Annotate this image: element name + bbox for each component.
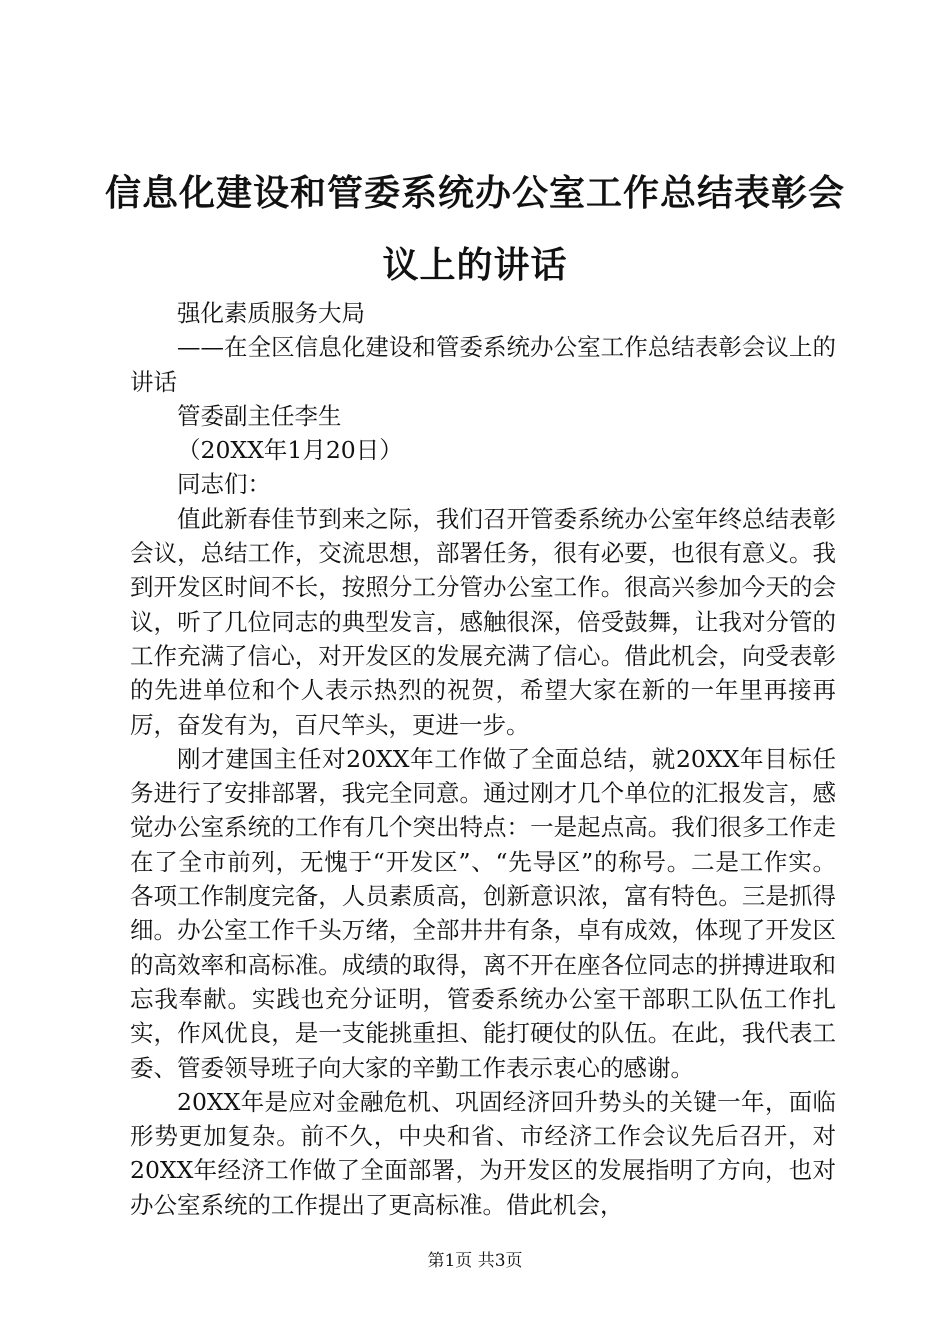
subtitle: 强化素质服务大局	[177, 299, 365, 327]
salutation: 同志们：	[177, 470, 271, 499]
title-line-1: 信息化建设和管委系统办公室工作总结表彰会	[104, 173, 845, 214]
document-body	[130, 296, 836, 1222]
title-line-2: 议上的讲话	[382, 245, 568, 286]
page-footer: 第1页 共3页	[427, 1251, 523, 1271]
paragraph-1: 值此新春佳节到来之际，我们召开管委系统办公室年终总结表彰会议，总结工作，交流思想，部署任务，很有必要，也很有意义。我到开发区时间不长，按照分工分管办公室工作。很高兴参加今天的会议，听了几位同志的典型发言，感触很深，倍受鼓舞，让我对分管的工作充满了信心，对开发区的发展充满了信心。借此机会，向受表彰的先进单位和个人表示热烈的祝贺，希望大家在新的一年里再接再厉，奋发有为，百尺竿头，更进一步。	[130, 504, 836, 739]
document-title	[60, 158, 890, 302]
speaker-line: 管委副主任李生	[177, 401, 342, 430]
subheading: ——在全区信息化建设和管委系统办公室工作总结表彰会议上的讲话	[130, 333, 836, 396]
date-line: （20XX年1月20日）	[177, 436, 403, 465]
paragraph-3: 20XX年是应对金融危机、巩固经济回升势头的关键一年，面临形势更加复杂。前不久，中央和省、市经济工作会议先后召开，对20XX年经济工作做了全面部署，为开发区的发展指明了方向，也对办公室系统的工作提出了更高标准。借此机会，	[130, 1087, 836, 1219]
paragraph-2: 刚才建国主任对20XX年工作做了全面总结，就20XX年目标任务进行了安排部署，我完全同意。通过刚才几个单位的汇报发言，感觉办公室系统的工作有几个突出特点：一是起点高。我们很多工作走在了全市前列，无愧于“开发区”、“先导区”的称号。二是工作实。各项工作制度完备，人员素质高，创新意识浓，富有特色。三是抓得细。办公室工作千头万绪，全部井井有条，卓有成效，体现了开发区的高效率和高标准。成绩的取得，离不开在座各位同志的拼搏进取和忘我奉献。实践也充分证明，管委系统办公室干部职工队伍工作扎实，作风优良，是一支能挑重担、能打硬仗的队伍。在此，我代表工委、管委领导班子向大家的辛勤工作表示衷心的感谢。	[130, 744, 836, 1082]
